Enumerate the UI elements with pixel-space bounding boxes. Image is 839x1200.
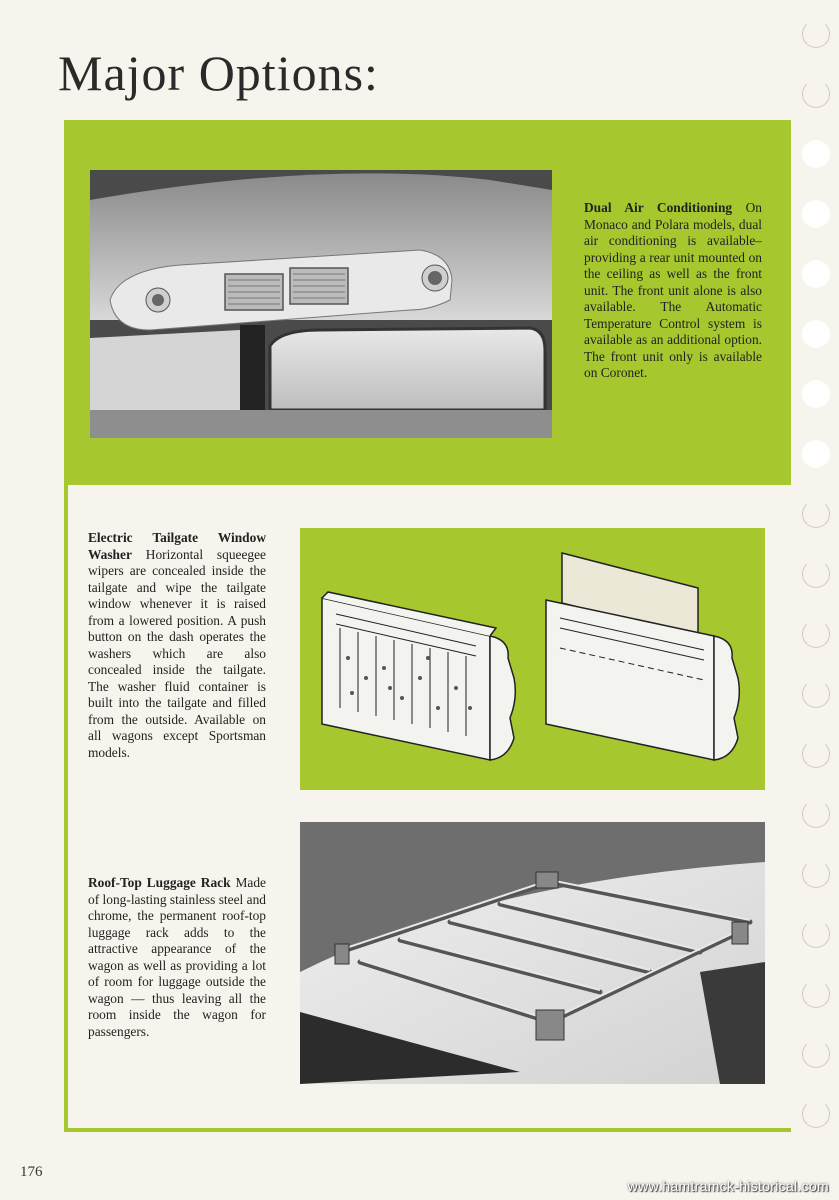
binder-hole-icon	[802, 860, 830, 888]
tailgate-illustration	[300, 528, 765, 790]
air-conditioning-body: On Monaco and Polara models, dual air conditioning is available–providing a rear unit mounted on the ceiling as well as the front unit. The front unit alone is also available. The Automatic Temperature Control system is available as an additional option. The front unit only is available on Coronet.	[584, 200, 762, 380]
air-conditioning-description	[584, 200, 762, 382]
page-number: 176	[20, 1164, 43, 1180]
page-title: Major Options:	[58, 45, 379, 101]
air-conditioning-heading: Dual Air Conditioning	[584, 200, 733, 215]
binder-hole-icon	[802, 260, 830, 288]
binder-hole-icon	[802, 920, 830, 948]
binder-hole-icon	[802, 980, 830, 1008]
binder-hole-icon	[802, 140, 830, 168]
luggage-rack-description	[88, 875, 266, 1040]
tailgate-washer-heading: Electric Tailgate Window Washer	[88, 530, 266, 562]
binder-hole-icon	[802, 320, 830, 348]
binder-hole-icon	[802, 620, 830, 648]
section-frame-left	[64, 485, 68, 1132]
air-conditioning-photo	[90, 170, 552, 438]
tailgate-washer-description	[88, 530, 266, 761]
binder-hole-icon	[802, 380, 830, 408]
luggage-rack-photo	[300, 822, 765, 1084]
binder-hole-icon	[802, 740, 830, 768]
tailgate-washer-body: Horizontal squeegee wipers are concealed inside the tailgate and wipe the tailgate window whenever it is raised from a lowered position. A push button on the dash operates the washers which are also concealed inside the tailgate. The washer fluid container is built into the tailgate and filled from the outside. Available on all wagons except Sportsman models.	[88, 546, 266, 760]
binder-hole-icon	[802, 80, 830, 108]
binder-hole-icon	[802, 20, 830, 48]
binder-hole-icon	[802, 560, 830, 588]
binder-hole-icon	[802, 440, 830, 468]
binder-hole-icon	[802, 500, 830, 528]
binder-hole-icon	[802, 1040, 830, 1068]
binder-holes	[802, 0, 839, 1200]
binder-hole-icon	[802, 800, 830, 828]
binder-hole-icon	[802, 200, 830, 228]
section-frame-bottom	[64, 1128, 791, 1132]
binder-hole-icon	[802, 1100, 830, 1128]
luggage-rack-body: Made of long-lasting stainless steel and chrome, the permanent roof-top luggage rack adds to the attractive appearance of the wagon as well as providing a lot of room for luggage outside the wagon — thus leaving all the room inside the wagon for passengers.	[88, 875, 266, 1039]
watermark-text: www.hamtramck-historical.com	[627, 1178, 829, 1194]
luggage-rack-heading: Roof-Top Luggage Rack	[88, 875, 231, 890]
binder-hole-icon	[802, 680, 830, 708]
